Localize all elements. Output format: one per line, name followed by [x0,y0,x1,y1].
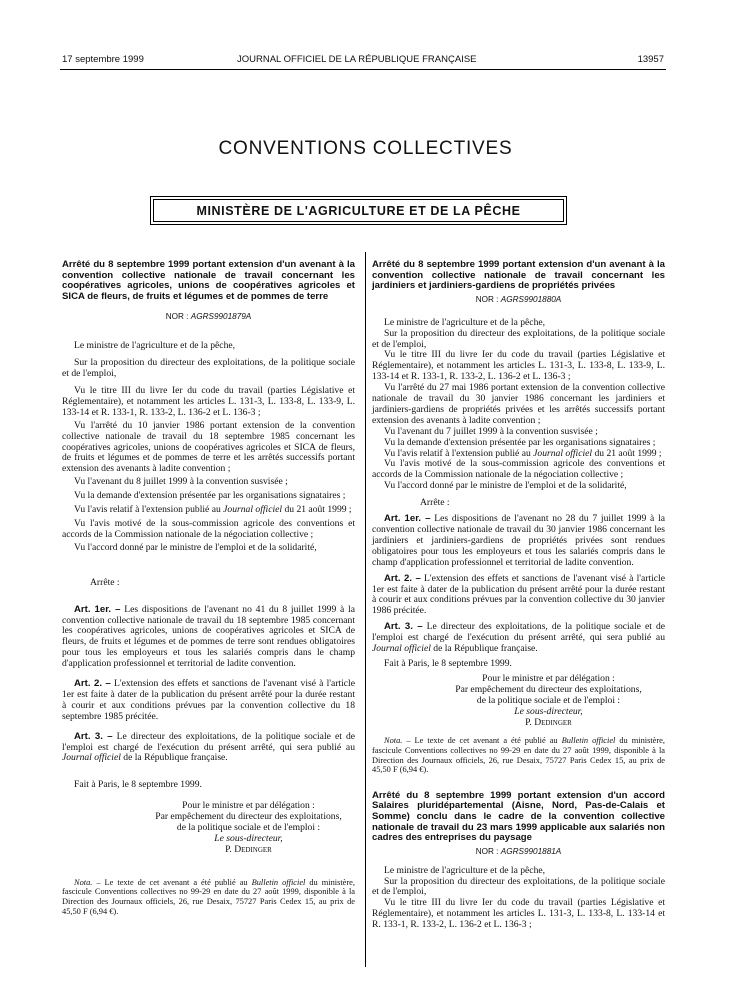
article: Art. 1er. – Les dispositions de l'avenant no 28 du 7 juillet 1999 à la convention collective nationale de travail du 30 janvier 1986 concernant les jardiniers et jardiniers-gardiens de propriétés privées sont rendues obligatoires pour tous les employeurs et tous les salariés compris dans le champ d'application professionnel et territorial de ladite convention. [372,513,665,568]
article: Art. 1er. – Les dispositions de l'avenant no 41 du 8 juillet 1999 à la convention collective nationale de travail du 18 septembre 1985 concernant les coopératives agricoles, unions de coopératives agricoles et SICA de fleurs, de fruits et légumes et de pommes de terre sont rendues obligatoires pour tous les employeurs et tous les salariés compris dans le champ d'application professionnel et territorial de ladite convention. [62,603,355,670]
arrete-heading: Arrête : [420,497,450,509]
paragraph: Vu la demande d'extension présentée par les organisations signataires ; [74,490,346,502]
note: Nota. – Le texte de cet avenant a été publié au Bulletin officiel du ministère, fascicule Conventions collectives no 99-29 en date du 27 août 1999, disponible à la Direction des Journaux officiels, 26, rue Desaix, 75727 Paris Cedex 15, au prix de 45,50 F (6,94 €). [62,877,355,916]
paragraph: Vu l'avenant du 7 juillet 1999 à la convention susvisée ; [384,425,598,437]
nor-reference [372,847,665,858]
nor-code: AGRS9901881A [500,846,562,856]
column-divider [365,252,366,967]
signatory-name: P. Dedinger [225,843,272,855]
paragraph: Vu l'avis relatif à l'extension publié au Journal officiel du 21 août 1999 ; [74,504,352,516]
header-page-number: 13957 [637,54,664,65]
paragraph: Sur la proposition du directeur des exploitations, de la politique sociale et de l'emploi, [372,327,665,350]
right-column [372,260,665,931]
paragraph: Sur la proposition du directeur des exploitations, de la politique sociale et de l'emploi, [62,357,355,380]
paragraph: Vu l'avis motivé de la sous-commission agricole des conventions et accords de la Commission nationale de la négociation collective ; [372,458,665,481]
paragraph: Vu l'arrêté du 27 mai 1986 portant extension de la convention collective nationale de travail du 30 janvier 1986 concernant les jardiniers et jardiniers-gardiens de propriétés privées et les arrêtés successifs portant extension des avenants à ladite convention ; [372,382,665,426]
article: Art. 2. – L'extension des effets et sanctions de l'avenant visé à l'article 1er est faite à dater de la publication du présent arrêté pour la durée restant à courir et aux conditions prévues par la convention collective du 18 septembre 1985 précitée. [62,678,355,722]
signatory-name: P. Dedinger [525,716,572,728]
nor-label: NOR : [475,294,499,304]
nor-reference [62,312,355,323]
paragraph: Vu l'arrêté du 10 janvier 1986 portant extension de la convention collective nationale de travail du 18 septembre 1985 concernant les coopératives agricoles, unions de coopératives agricoles et SICA de fleurs, de fruits et légumes et de pommes de terre et les arrêtés successifs portant extension des avenants à ladite convention ; [62,419,355,475]
left-column [62,260,355,916]
ministry-box [150,196,567,225]
paragraph: Vu l'avenant du 8 juillet 1999 à la convention susvisée ; [74,476,288,488]
header-journal-title: JOURNAL OFFICIEL DE LA RÉPUBLIQUE FRANÇAISE [237,54,477,65]
section-title: CONVENTIONS COLLECTIVES [218,138,513,159]
nor-label: NOR : [475,846,499,856]
paragraph: Vu le titre III du livre Ier du code du travail (parties Législative et Réglementaire), et notamment les articles L. 131-3, L. 133-8, L. 133-14 et R. 133-1, R. 133-2, L. 136-2 et L. 136-3 ; [372,897,665,931]
paragraph: Le ministre de l'agriculture et de la pêche, [384,316,546,328]
paragraph: Vu le titre III du livre Ier du code du travail (parties Législative et Réglementaire), et notamment les articles L. 131-3, L. 133-8, L. 133-9, L. 133-14 et R. 133-1, R. 133-2, L. 136-2 et L. 136-3 ; [62,385,355,418]
nor-reference [372,295,665,306]
paragraph: Vu l'avis motivé de la sous-commission agricole des conventions et accords de la Commission nationale de la négociation collective ; [62,517,355,540]
nor-label: NOR : [165,312,189,322]
paragraph: Vu l'avis relatif à l'extension publié au Journal officiel du 21 août 1999 ; [384,447,662,459]
signature-date: Fait à Paris, le 8 septembre 1999. [384,657,512,669]
signature-block: Pour le ministre et par délégation : Par empêchement du directeur des exploitations, de la politique sociale et de l'emploi : Le sous-directeur, P. Dedinger [432,674,665,729]
nor-code: AGRS9901880A [500,294,562,304]
paragraph: Le ministre de l'agriculture et de la pêche, [384,864,546,876]
decree-title: Arrêté du 8 septembre 1999 portant extension d'un avenant à la convention collective nationale de travail concernant les coopératives agricoles, unions de coopératives agricoles et SICA de fleurs, de fruits et légumes et de pommes de terre [62,259,355,302]
article: Art. 3. – Le directeur des exploitations, de la politique sociale et de l'emploi est chargé de l'exécution du présent arrêté, qui sera publié au Journal officiel de la République française. [62,730,355,764]
paragraph: Vu l'accord donné par le ministre de l'emploi et de la solidarité, [384,480,627,492]
header-date: 17 septembre 1999 [62,54,144,65]
ministry-heading: MINISTÈRE DE L'AGRICULTURE ET DE LA PÊCHE [153,199,564,222]
signature-block: Pour le ministre et par délégation : Par empêchement du directeur des exploitations, de la politique sociale et de l'emploi : Le sous-directeur, P. Dedinger [142,801,355,856]
article: Art. 2. – L'extension des effets et sanctions de l'avenant visé à l'article 1er est faite à dater de la publication du présent arrêté pour la durée restant à courir et aux conditions prévues par la convention collective du 30 janvier 1986 précitée. [372,572,665,617]
paragraph: Sur la proposition du directeur des exploitations, de la politique sociale et de l'emploi, [372,875,665,898]
paragraph: Le ministre de l'agriculture et de la pêche, [74,340,236,352]
header-rule [60,69,666,70]
paragraph: Vu la demande d'extension présentée par les organisations signataires ; [384,436,656,448]
note: Nota. – Le texte de cet avenant a été publié au Bulletin officiel du ministère, fascicule Conventions collectives no 99-29 en date du 27 août 1999, disponible à la Direction des Journaux officiels, 26, rue Desaix, 75727 Paris Cedex 15, au prix de 45,50 F (6,94 €). [372,736,665,775]
decree-title: Arrêté du 8 septembre 1999 portant extension d'un avenant à la convention collective nationale de travail concernant les jardiniers et jardiniers-gardiens de propriétés privées [372,259,665,292]
signature-date: Fait à Paris, le 8 septembre 1999. [74,779,202,791]
running-head [62,54,664,68]
paragraph: Vu le titre III du livre Ier du code du travail (parties Législative et Réglementaire), et notamment les articles L. 131-3, L. 133-8, L. 133-9, L. 133-14 et R. 133-1, R. 133-2, L. 136-2 et L. 136-3 ; [372,349,665,383]
arrete-heading: Arrête : [90,576,120,588]
paragraph: Vu l'accord donné par le ministre de l'emploi et de la solidarité, [74,541,317,553]
nor-code: AGRS9901879A [190,312,252,322]
article: Art. 3. – Le directeur des exploitations, de la politique sociale et de l'emploi est chargé de l'exécution du présent arrêté, qui sera publié au Journal officiel de la République française. [372,621,665,655]
decree-title: Arrêté du 8 septembre 1999 portant extension d'un accord Salaires pluridépartemental (Aisne, Nord, Pas-de-Calais et Somme) conclu dans le cadre de la convention collective nationale de travail du 23 mars 1999 applicable aux salariés non cadres des entreprises du paysage [372,789,665,844]
